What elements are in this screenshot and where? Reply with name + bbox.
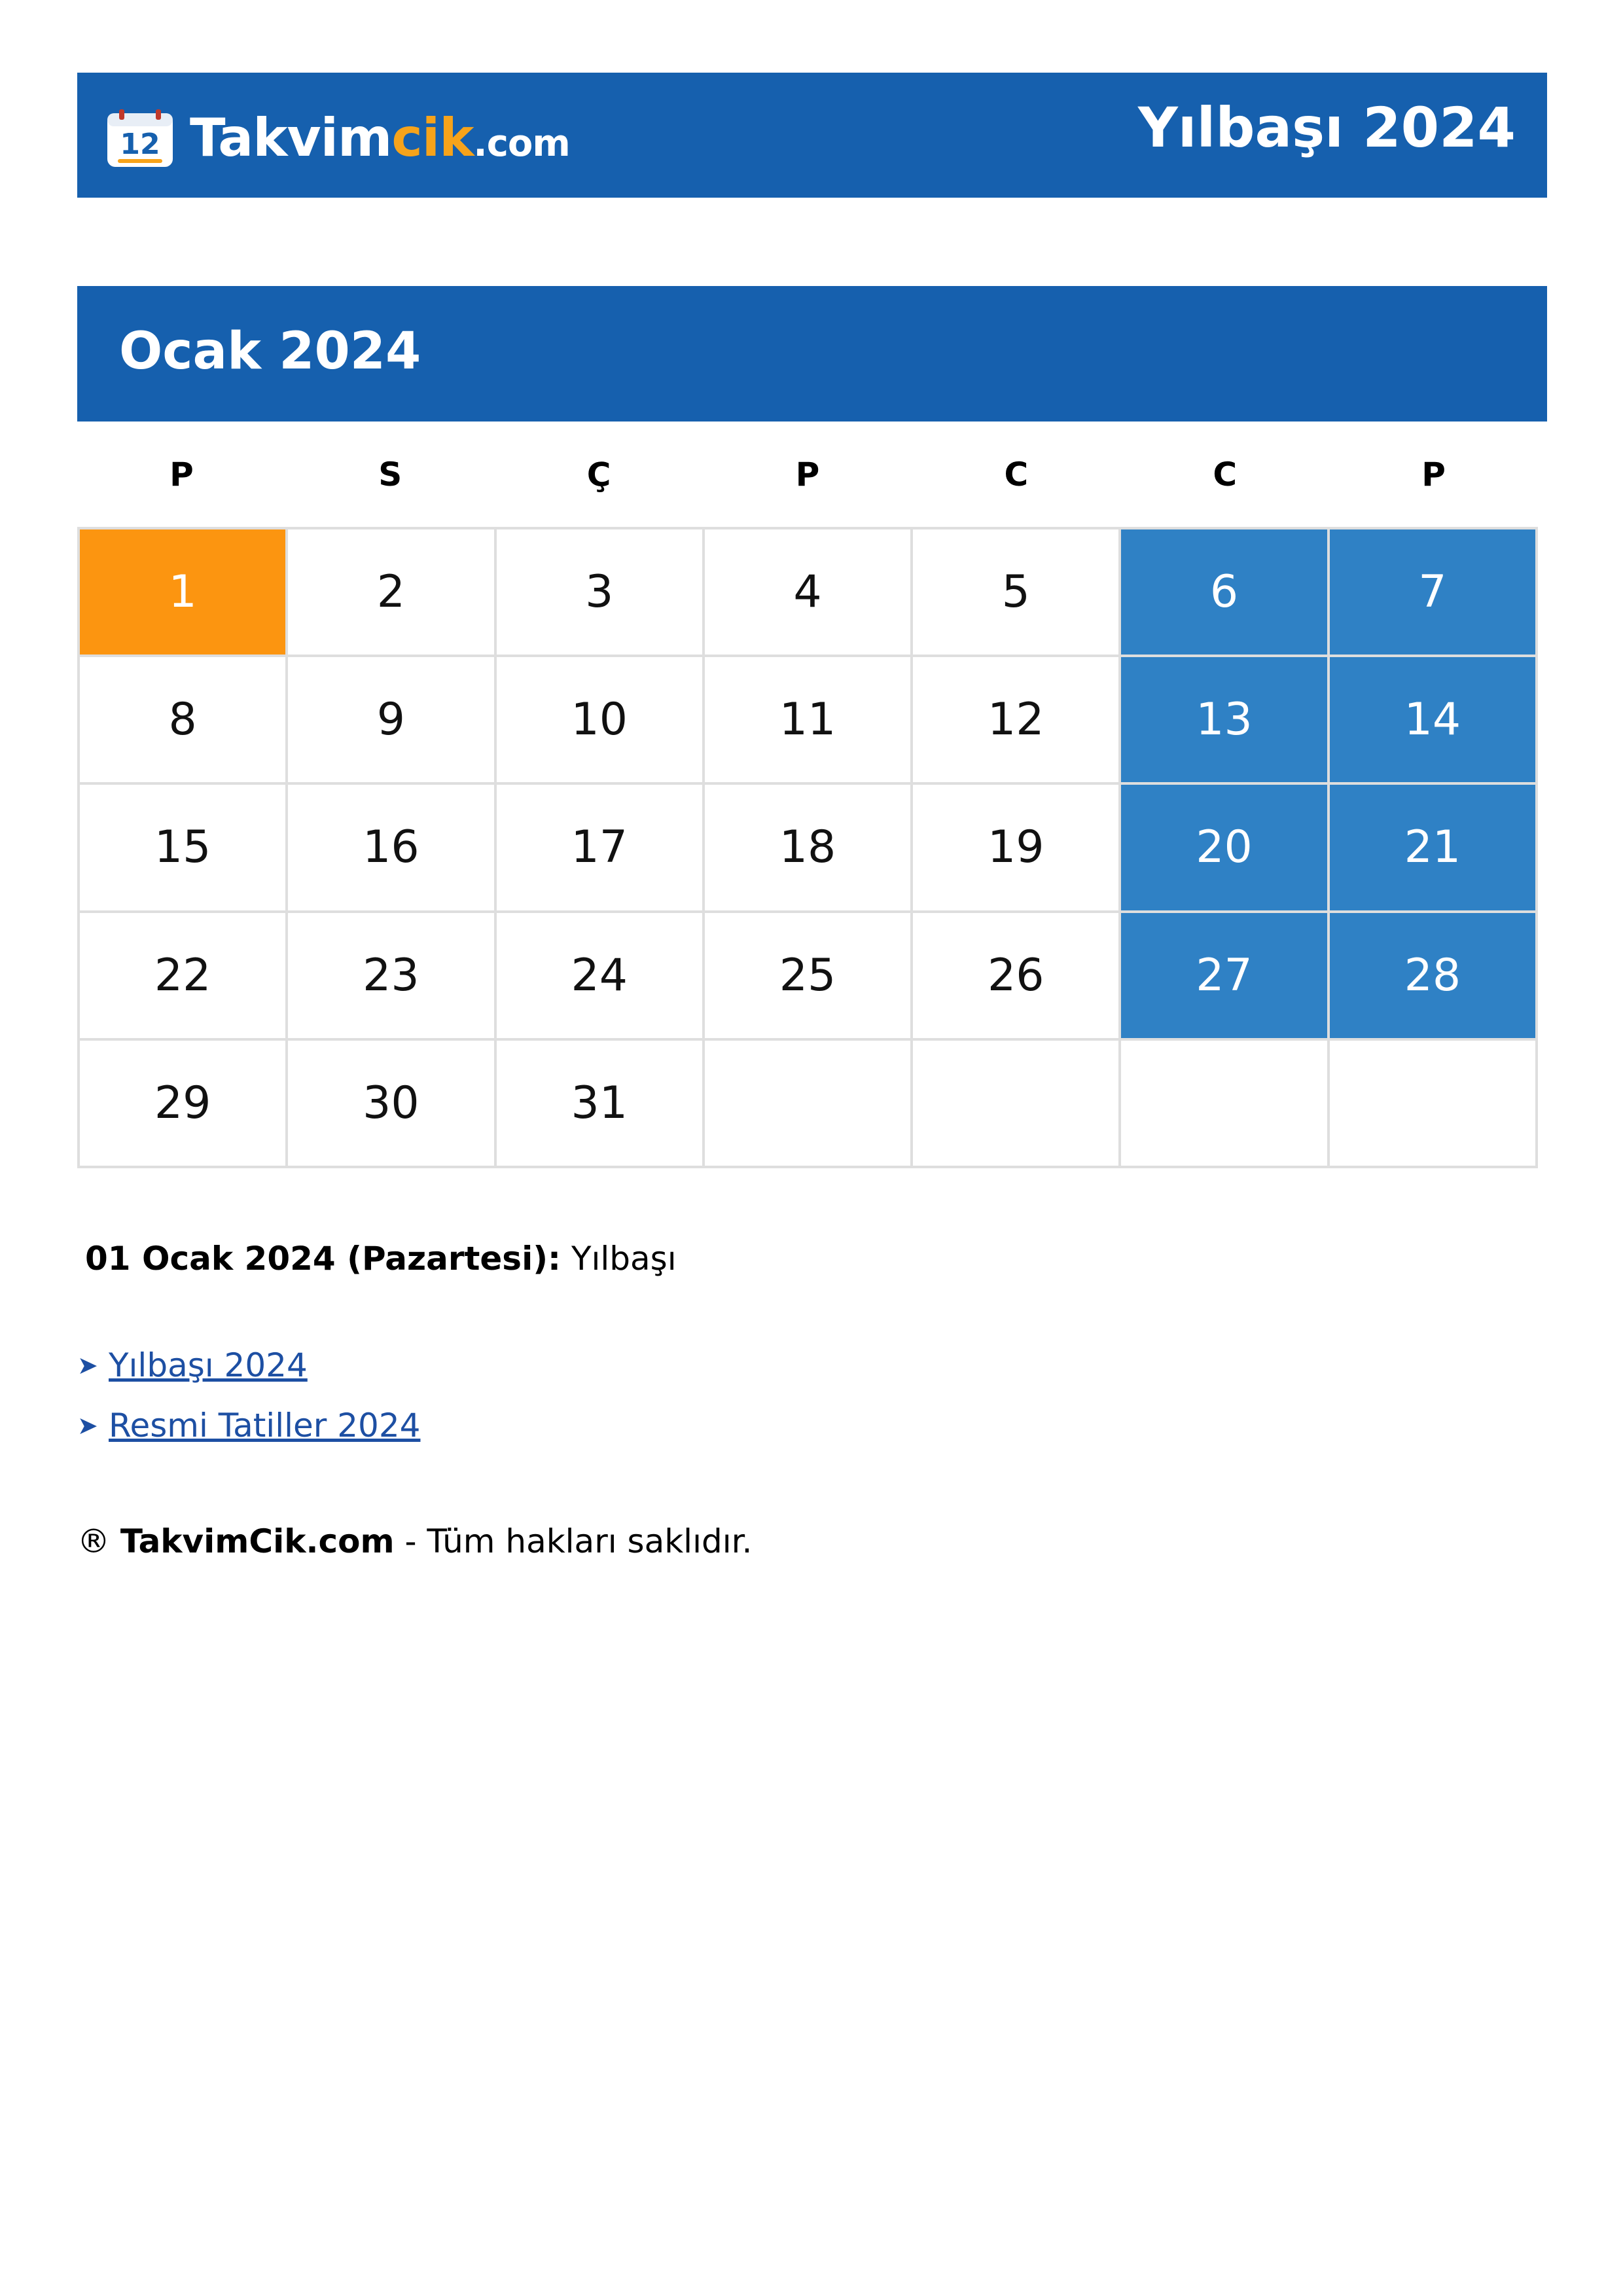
footer-brand: TakvimCik.com xyxy=(120,1522,395,1560)
empty-day-cell xyxy=(705,1041,913,1168)
day-cell[interactable]: 9 xyxy=(288,657,496,785)
link-item xyxy=(77,1335,420,1395)
day-cell[interactable]: 7 xyxy=(1330,529,1538,657)
day-cell[interactable]: 29 xyxy=(80,1041,288,1168)
day-cell[interactable]: 12 xyxy=(913,657,1121,785)
link-yilbasi-2024[interactable]: Yılbaşı 2024 xyxy=(109,1346,308,1384)
weekday-label: Ç xyxy=(586,456,611,493)
day-cell[interactable]: 14 xyxy=(1330,657,1538,785)
holiday-name: Yılbaşı xyxy=(571,1240,677,1278)
day-cell[interactable]: 18 xyxy=(705,785,913,912)
day-cell[interactable]: 20 xyxy=(1121,785,1329,912)
day-cell[interactable]: 1 xyxy=(80,529,288,657)
holiday-note xyxy=(85,1236,677,1282)
day-cell[interactable]: 10 xyxy=(497,657,705,785)
link-item xyxy=(77,1395,420,1456)
day-cell[interactable]: 19 xyxy=(913,785,1121,912)
day-cell[interactable]: 24 xyxy=(497,913,705,1041)
day-cell[interactable]: 2 xyxy=(288,529,496,657)
day-cell[interactable]: 28 xyxy=(1330,913,1538,1041)
arrow-icon: ➤ xyxy=(77,1351,98,1380)
weekday-label: C xyxy=(1213,456,1238,493)
day-cell[interactable]: 5 xyxy=(913,529,1121,657)
weekday-header-row xyxy=(77,452,1538,497)
registered-symbol: ® xyxy=(77,1522,110,1560)
day-cell[interactable]: 21 xyxy=(1330,785,1538,912)
month-header xyxy=(77,286,1547,422)
calendar-grid xyxy=(77,527,1538,1168)
footer-text: - Tüm hakları saklıdır. xyxy=(404,1522,753,1560)
day-cell[interactable]: 27 xyxy=(1121,913,1329,1041)
footer xyxy=(77,1518,752,1564)
month-title: Ocak 2024 xyxy=(119,322,421,381)
day-cell[interactable]: 6 xyxy=(1121,529,1329,657)
arrow-icon: ➤ xyxy=(77,1411,98,1440)
day-cell[interactable]: 16 xyxy=(288,785,496,912)
weekday-label: P xyxy=(795,456,820,493)
day-cell[interactable]: 30 xyxy=(288,1041,496,1168)
related-links xyxy=(77,1335,420,1456)
site-header xyxy=(77,73,1547,198)
holiday-date-label: 01 Ocak 2024 (Pazartesi): xyxy=(85,1240,562,1278)
day-cell[interactable]: 25 xyxy=(705,913,913,1041)
day-cell[interactable]: 31 xyxy=(497,1041,705,1168)
day-cell[interactable]: 13 xyxy=(1121,657,1329,785)
weekday-label: S xyxy=(378,456,402,493)
day-cell[interactable]: 11 xyxy=(705,657,913,785)
empty-day-cell xyxy=(913,1041,1121,1168)
weekday-label: C xyxy=(1004,456,1029,493)
empty-day-cell xyxy=(1330,1041,1538,1168)
empty-day-cell xyxy=(1121,1041,1329,1168)
day-cell[interactable]: 22 xyxy=(80,913,288,1041)
day-cell[interactable]: 26 xyxy=(913,913,1121,1041)
weekday-label: P xyxy=(1421,456,1446,493)
day-cell[interactable]: 4 xyxy=(705,529,913,657)
site-logo[interactable] xyxy=(105,108,570,168)
weekday-label: P xyxy=(169,456,194,493)
calendar-logo-icon xyxy=(105,108,175,168)
day-cell[interactable]: 15 xyxy=(80,785,288,912)
page-title: Yılbaşı 2024 xyxy=(1137,96,1516,160)
day-cell[interactable]: 23 xyxy=(288,913,496,1041)
day-cell[interactable]: 8 xyxy=(80,657,288,785)
site-logo-text: Takvimcik.com xyxy=(190,107,570,168)
day-cell[interactable]: 3 xyxy=(497,529,705,657)
day-cell[interactable]: 17 xyxy=(497,785,705,912)
link-resmi-tatiller-2024[interactable]: Resmi Tatiller 2024 xyxy=(109,1407,421,1444)
svg-text:12: 12 xyxy=(120,128,160,161)
